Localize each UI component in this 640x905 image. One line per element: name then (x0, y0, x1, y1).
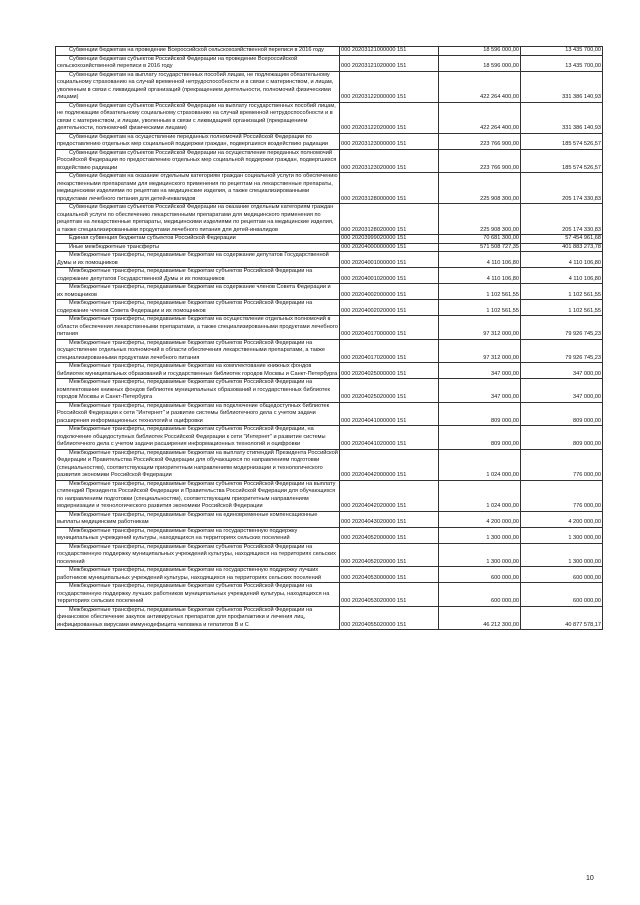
row-amount-assigned: 600 000,00 (439, 583, 521, 607)
table-row (56, 133, 603, 149)
row-amount-executed: 1 102 561,55 (521, 300, 603, 316)
row-amount-executed: 79 926 745,23 (521, 339, 603, 363)
row-name: Межбюджетные трансферты, передаваемые бюджетам на государственную поддержку муниципальных учреждений культуры, находящихся на территориях сельских поселений (56, 527, 340, 543)
row-name: Межбюджетные трансферты, передаваемые бюджетам на комплектование книжных фондов библиотек муниципальных образований и государственных библиотек городов Москвы и Санкт-Петербурга (56, 363, 340, 379)
row-amount-assigned: 600 000,00 (439, 567, 521, 583)
row-amount-assigned: 97 312 000,00 (439, 339, 521, 363)
row-amount-assigned: 70 681 300,00 (439, 235, 521, 244)
row-name: Межбюджетные трансферты, передаваемые бюджетам на содержание депутатов Государственной Думы и их помощников (56, 252, 340, 268)
table-row (56, 71, 603, 102)
page-number: 10 (586, 875, 594, 882)
row-amount-assigned: 347 000,00 (439, 363, 521, 379)
row-name: Межбюджетные трансферты, передаваемые бюджетам субъектов Российской Федерации на государственную поддержку лучших работников муниципальных учреждений культуры, находящихся на территориях сельских поселений (56, 583, 340, 607)
table-row (56, 243, 603, 252)
table-row (56, 567, 603, 583)
row-amount-assigned: 46 212 300,00 (439, 606, 521, 630)
row-name: Межбюджетные трансферты, передаваемые бюджетам субъектов Российской Федерации на содержание депутатов Государственной Думы и их помощников (56, 268, 340, 284)
budget-table (55, 46, 603, 630)
row-code: 000 20203123020000 151 (340, 149, 439, 173)
row-amount-executed: 401 883 273,78 (521, 243, 603, 252)
row-amount-executed: 79 926 745,23 (521, 316, 603, 340)
row-name: Субвенции бюджетам субъектов Российской Федерации на осуществление переданных полномочий Российской Федерации по предоставлению отдельных мер социальной поддержки граждан, подвергшихся воздействию радиации (56, 149, 340, 173)
row-amount-assigned: 18 596 000,00 (439, 55, 521, 71)
row-code: 000 20204053020000 151 (340, 583, 439, 607)
table-row (56, 379, 603, 403)
row-amount-executed: 40 877 578,17 (521, 606, 603, 630)
row-amount-assigned: 4 110 106,80 (439, 268, 521, 284)
row-code: 000 20203121020000 151 (340, 55, 439, 71)
row-name: Межбюджетные трансферты, передаваемые бюджетам субъектов Российской Федерации на финансовое обеспечение закупок антивирусных препаратов для профилактики и лечения лиц, инфицированных вирусами иммунодефицита человека и гепатитов B и C (56, 606, 340, 630)
row-code: 000 20204041000000 151 (340, 402, 439, 426)
row-amount-executed: 1 300 000,00 (521, 543, 603, 567)
row-code: 000 20203121000000 151 (340, 47, 439, 56)
table-row (56, 173, 603, 204)
row-amount-executed: 4 110 106,80 (521, 268, 603, 284)
row-amount-executed: 809 000,00 (521, 426, 603, 450)
row-name: Межбюджетные трансферты, передаваемые бюджетам на государственную поддержку лучших работников муниципальных учреждений культуры, находящихся на территориях сельских поселений (56, 567, 340, 583)
row-amount-executed: 776 000,00 (521, 449, 603, 480)
row-amount-assigned: 4 200 000,00 (439, 511, 521, 527)
row-amount-assigned: 18 596 000,00 (439, 47, 521, 56)
row-amount-executed: 600 000,00 (521, 567, 603, 583)
row-amount-assigned: 571 508 727,35 (439, 243, 521, 252)
row-name: Межбюджетные трансферты, передаваемые бюджетам на осуществление отдельных полномочий в области обеспечения лекарственными препаратами, а также специализированными продуктами лечебного питания (57, 316, 338, 337)
row-code: 000 20204052020000 151 (340, 543, 439, 567)
row-amount-assigned: 1 300 000,00 (439, 543, 521, 567)
table-row (56, 426, 603, 450)
row-amount-assigned: 422 264 400,00 (439, 71, 521, 102)
row-name: Межбюджетные трансферты, передаваемые бюджетам субъектов Российской Федерации на осуществление отдельных полномочий в области обеспечения лекарственными препаратами, а также специализированными продуктами лечебного питания (56, 339, 340, 363)
row-code: 000 20204017020000 151 (340, 339, 439, 363)
table-row (56, 480, 603, 511)
table-row (56, 300, 603, 316)
row-name: Межбюджетные трансферты, передаваемые бюджетам субъектов Российской Федерации на выплату стипендий Президента Российской Федерации и Правительства Российской Федерации для обучающихся по направлениям подготовки (специальностям), соответствующим приоритетным направлениям модернизации и технологического развития экономики Российской Федерации (56, 480, 340, 511)
row-amount-assigned: 4 110 106,80 (439, 252, 521, 268)
row-code: 000 20204041020000 151 (340, 426, 439, 450)
row-name: Межбюджетные трансферты, передаваемые бюджетам на выплату стипендий Президента Российской Федерации и Правительства Российской Федерации для обучающихся по направлениям подготовки (специальностям), соответствующим приоритетным направлениям модернизации и технологического развития экономики Российской Федерации (57, 449, 338, 478)
row-name: Межбюджетные трансферты, передаваемые бюджетам субъектов Российской Федерации на государственную поддержку муниципальных учреждений культуры, находящихся на территориях сельских поселений (56, 543, 340, 567)
row-name: Субвенции бюджетам субъектов Российской Федерации на оказание отдельным категориям граждан социальной услуги по обеспечению лекарственными препаратами для медицинского применения по рецептам на лекарственные препараты, медицинскими изделиями по рецептам на медицинские изделия, а также специализированными продуктами лечебного питания для детей-инвалидов (56, 204, 340, 235)
row-code: 000 20204042020000 151 (340, 480, 439, 511)
row-code: 000 20204052000000 151 (340, 527, 439, 543)
row-code: 000 20204043020000 151 (340, 511, 439, 527)
row-amount-executed: 13 435 700,00 (521, 47, 603, 56)
row-name: Межбюджетные трансферты, передаваемые бюджетам на подключение общедоступных библиотек Российской Федерации к сети "Интернет" и развитие системы библиотечного дела с учетом задачи расширения информационных технологий и оцифровки (56, 402, 340, 426)
row-amount-executed: 331 386 140,93 (521, 71, 603, 102)
row-name: Межбюджетные трансферты, передаваемые бюджетам на единовременные компенсационные выплаты медицинским работникам (56, 511, 340, 527)
row-amount-assigned: 422 264 400,00 (439, 102, 521, 133)
table-row (56, 527, 603, 543)
row-amount-executed: 776 000,00 (521, 480, 603, 511)
row-name: Субвенции бюджетам на оказание отдельным категориям граждан социальной услуги по обеспечению лекарственными препаратами для медицинского применения по рецептам на лекарственные препараты, медицинскими изделиями по рецептам на медицинские изделия, а также специализированными продуктами лечебного питания для детей-инвалидов (57, 173, 338, 202)
row-amount-executed: 1 300 000,00 (521, 527, 603, 543)
table-row (56, 204, 603, 235)
row-name: Иные межбюджетные трансферты (56, 243, 340, 252)
row-name: Субвенции бюджетам субъектов Российской Федерации на выплату государственных пособий лицам, не подлежащим обязательному социальному страхованию на случай временной нетрудоспособности и в связи с материнством, и лицам, уволенным в связи с ликвидацией организаций (прекращением деятельности, полномочий физическими лицами) (56, 102, 340, 133)
row-amount-assigned: 1 024 000,00 (439, 449, 521, 480)
row-code: 000 20204017000000 151 (340, 316, 439, 340)
row-amount-assigned: 347 000,00 (439, 379, 521, 403)
row-code: 000 20203128020000 151 (340, 204, 439, 235)
row-code: 000 20203122020000 151 (340, 102, 439, 133)
table-row (56, 363, 603, 379)
table-row (56, 47, 603, 56)
row-name: Субвенции бюджетам на проведение Всероссийской сельскохозяйственной переписи в 2016 году (56, 47, 340, 56)
row-code: 000 20203999020000 151 (340, 235, 439, 244)
row-amount-executed: 205 174 330,83 (521, 204, 603, 235)
row-name: Субвенции бюджетам на выплату государственных пособий лицам, не подлежащим обязательному социальному страхованию на случай временной нетрудоспособности и в связи с материнством, и лицам, уволенным в связи с ликвидацией организаций (прекращением деятельности, полномочий физическими лицами) (56, 71, 340, 102)
row-code: 000 20204055020000 151 (340, 606, 439, 630)
table-row (56, 102, 603, 133)
table-row (56, 511, 603, 527)
row-code: 000 20204001020000 151 (340, 268, 439, 284)
table-row (56, 252, 603, 268)
row-amount-assigned: 97 312 000,00 (439, 316, 521, 340)
row-code: 000 20204002000000 151 (340, 284, 439, 300)
table-row (56, 339, 603, 363)
row-code: 000 20204025020000 151 (340, 379, 439, 403)
row-code: 000 20204001000000 151 (340, 252, 439, 268)
table-body (56, 47, 603, 630)
row-amount-assigned: 809 000,00 (439, 402, 521, 426)
table-row (56, 284, 603, 300)
table-row (56, 606, 603, 630)
row-amount-assigned: 1 102 561,55 (439, 300, 521, 316)
row-amount-assigned: 1 024 000,00 (439, 480, 521, 511)
row-amount-assigned: 1 102 561,55 (439, 284, 521, 300)
table-row (56, 55, 603, 71)
row-code: 000 20203123000000 151 (340, 133, 439, 149)
row-code: 000 20204042000000 151 (340, 449, 439, 480)
row-amount-assigned: 1 300 000,00 (439, 527, 521, 543)
row-name: Межбюджетные трансферты, передаваемые бюджетам субъектов Российской Федерации, на подключение общедоступных библиотек Российской Федерации к сети "Интернет" и развитие системы библиотечного дела с учетом задачи расширения информационных технологий и оцифровки (56, 426, 340, 450)
row-code: 000 20204025000000 151 (340, 363, 439, 379)
row-code: 000 20203128000000 151 (340, 173, 439, 204)
row-amount-executed: 4 110 106,80 (521, 252, 603, 268)
table-row (56, 402, 603, 426)
row-amount-executed: 57 454 961,68 (521, 235, 603, 244)
row-amount-executed: 1 102 561,55 (521, 284, 603, 300)
row-code: 000 20204053000000 151 (340, 567, 439, 583)
row-name: Межбюджетные трансферты, передаваемые бюджетам субъектов Российской Федерации на комплектование книжных фондов библиотек муниципальных образований и государственных библиотек городов Москвы и Санкт-Петербурга (56, 379, 340, 403)
table-row (56, 268, 603, 284)
table-row (56, 316, 603, 340)
row-amount-executed: 347 000,00 (521, 379, 603, 403)
row-amount-executed: 600 000,00 (521, 583, 603, 607)
row-amount-assigned: 225 908 300,00 (439, 204, 521, 235)
row-amount-executed: 185 574 526,57 (521, 133, 603, 149)
table-row (56, 235, 603, 244)
row-amount-assigned: 223 766 900,00 (439, 149, 521, 173)
row-amount-executed: 185 574 526,57 (521, 149, 603, 173)
row-amount-executed: 347 000,00 (521, 363, 603, 379)
row-amount-executed: 13 435 700,00 (521, 55, 603, 71)
row-amount-executed: 4 200 000,00 (521, 511, 603, 527)
table-row (56, 449, 603, 480)
table-row (56, 583, 603, 607)
row-amount-executed: 809 000,00 (521, 402, 603, 426)
table-row (56, 543, 603, 567)
row-code: 000 20203122000000 151 (340, 71, 439, 102)
row-name: Субвенции бюджетам на осуществление переданных полномочий Российской Федерации по предоставлению отдельных мер социальной поддержки граждан, подвергшихся воздействию радиации (56, 133, 340, 149)
row-amount-executed: 205 174 330,83 (521, 173, 603, 204)
row-name: Межбюджетные трансферты, передаваемые бюджетам субъектов Российской Федерации на содержание членов Совета Федерации и их помощников (56, 300, 340, 316)
row-amount-assigned: 809 000,00 (439, 426, 521, 450)
row-amount-executed: 331 386 140,93 (521, 102, 603, 133)
row-code: 000 20204000000000 151 (340, 243, 439, 252)
table-row (56, 149, 603, 173)
row-code: 000 20204002020000 151 (340, 300, 439, 316)
row-name: Межбюджетные трансферты, передаваемые бюджетам на содержание членов Совета Федерации и их помощников (56, 284, 340, 300)
row-amount-assigned: 225 908 300,00 (439, 173, 521, 204)
row-name: Субвенции бюджетам субъектов Российской Федерации на проведение Всероссийской сельскохозяйственной переписи в 2016 году (56, 55, 340, 71)
row-name: Единая субвенция бюджетам субъектов Российской Федерации (56, 235, 340, 244)
row-amount-assigned: 223 766 900,00 (439, 133, 521, 149)
